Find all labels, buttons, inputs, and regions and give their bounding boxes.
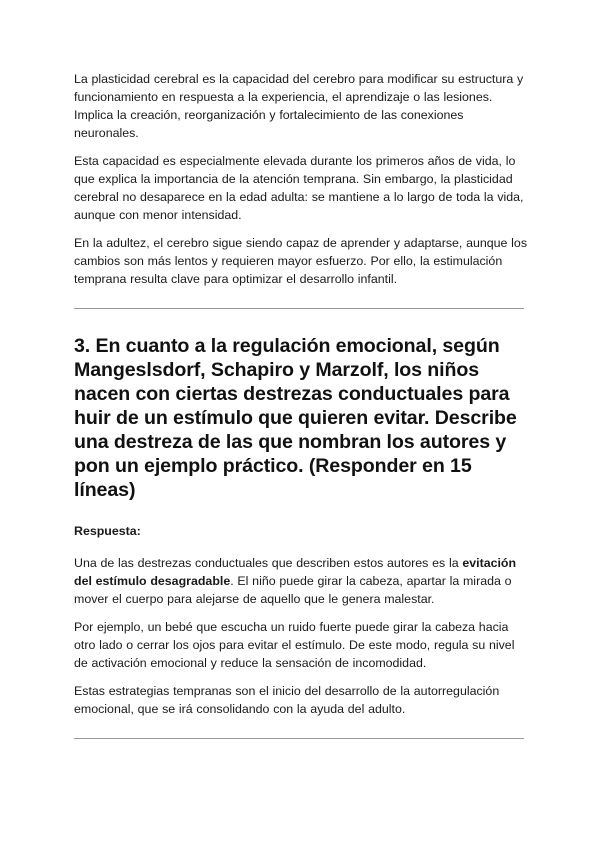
intro-paragraph-2: Esta capacidad es especialmente elevada durante los primeros años de vida, lo que explica la importancia de la atención temprana. Sin embargo, la plasticidad cerebral no desaparece en la edad adulta: se mantiene a lo largo de toda la vida, aunque con menor intensidad. <box>74 154 524 222</box>
section-divider-top <box>74 308 524 309</box>
answer-paragraph-1-start: Una de las destrezas conductuales que describen estos autores es la <box>74 556 463 570</box>
intro-paragraph-3: En la adultez, el cerebro sigue siendo capaz de aprender y adaptarse, aunque los cambios son más lentos y requieren mayor esfuerzo. Por ello, la estimulación temprana resulta clave para optimizar el desarrollo infantil. <box>74 236 528 286</box>
answer-paragraph-2: Por ejemplo, un bebé que escucha un ruido fuerte puede girar la cabeza hacia otro lado o cerrar los ojos para evitar el estímulo. De este modo, regula su nivel de activación emocional y reduce la sensación de incomodidad. <box>74 620 515 670</box>
answer-paragraph-3: Estas estrategias tempranas son el inicio del desarrollo de la autorregulación emocional, que se irá consolidando con la ayuda del adulto. <box>74 684 500 716</box>
answer-paragraph-1-end: . El niño puede girar la cabeza, apartar la mirada o mover el cuerpo para alejarse de aquello que le genera malestar. <box>74 574 512 606</box>
answer-paragraph-1 <box>74 554 530 608</box>
section-divider-bottom <box>74 738 524 739</box>
question-heading: 3. En cuanto a la regulación emocional, según Mangeslsdorf, Schapiro y Marzolf, los niños nacen con ciertas destrezas conductuales para huir de un estímulo que quieren evitar. Describe una destreza de las que nombran los autores y pon un ejemplo práctico. (Responder en 15 líneas) <box>74 335 517 501</box>
answer-section <box>74 554 530 718</box>
answer-highlight: evitación del estímulo desagradable <box>74 556 517 588</box>
answer-label: Respuesta: <box>74 524 141 538</box>
intro-section <box>74 70 530 288</box>
intro-paragraph-1: La plasticidad cerebral es la capacidad del cerebro para modificar su estructura y funcionamiento en respuesta a la experiencia, el aprendizaje o las lesiones. Implica la creación, reorganización y fortalecimiento de las conexiones neuronales. <box>74 72 524 140</box>
